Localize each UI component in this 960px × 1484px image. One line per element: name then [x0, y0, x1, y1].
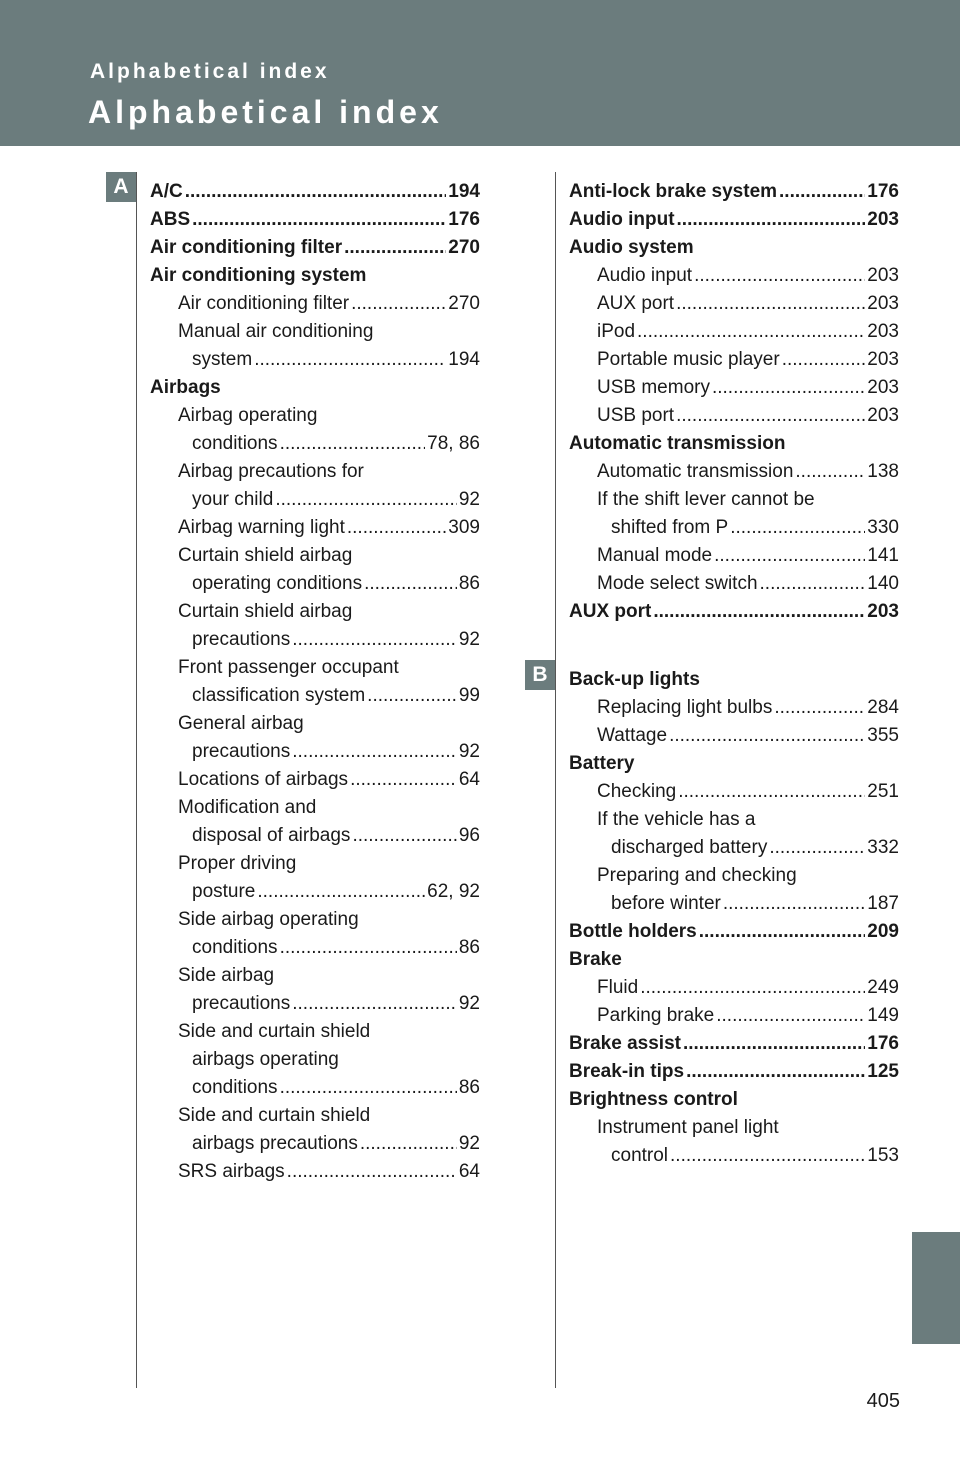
- index-entry: [569, 974, 899, 1002]
- index-entry-text: Modification and: [178, 797, 317, 818]
- index-entry: [569, 178, 899, 206]
- index-entry-text: AUX port: [569, 601, 652, 622]
- index-entry-text: ABS: [150, 209, 191, 230]
- index-entry-text: before winter: [611, 893, 721, 914]
- page-title: Alphabetical index: [88, 94, 443, 130]
- dot-leader: [254, 346, 446, 374]
- index-entry-text: precautions: [192, 993, 291, 1014]
- index-entry: [569, 1142, 899, 1170]
- index-entry-page: 176: [867, 1033, 899, 1054]
- index-entry-text: posture: [192, 881, 256, 902]
- dot-leader: [716, 1002, 865, 1030]
- index-entry-text: USB memory: [597, 377, 710, 398]
- dot-leader: [683, 1030, 865, 1058]
- dot-leader: [185, 178, 447, 206]
- column-divider: [555, 172, 556, 1388]
- index-entry: [150, 598, 480, 626]
- index-entry-text: Back-up lights: [569, 669, 700, 690]
- index-entry: [150, 318, 480, 346]
- index-entry-text: Airbag operating: [178, 405, 318, 426]
- index-entry-text: Air conditioning filter: [178, 293, 350, 314]
- dot-leader: [280, 934, 457, 962]
- index-entry: [569, 890, 899, 918]
- index-entry-text: Fluid: [597, 977, 639, 998]
- index-entry-text: Air conditioning system: [150, 265, 367, 286]
- dot-leader: [712, 374, 865, 402]
- index-entry-text: Audio input: [597, 265, 693, 286]
- dot-leader: [640, 974, 865, 1002]
- index-entry-text: SRS airbags: [178, 1161, 285, 1182]
- dot-leader: [677, 206, 866, 234]
- dot-leader: [292, 626, 457, 654]
- index-entry: [150, 850, 480, 878]
- dot-leader: [352, 822, 456, 850]
- index-entry-text: Parking brake: [597, 1005, 715, 1026]
- index-entry: [569, 1086, 899, 1114]
- index-entry: [569, 722, 899, 750]
- index-entry-page: 138: [867, 461, 899, 482]
- index-entry: [569, 694, 899, 722]
- index-entry-page: 86: [458, 573, 480, 594]
- index-entry-page: 99: [458, 685, 480, 706]
- index-entry-text: Air conditioning filter: [150, 237, 343, 258]
- index-entry-text: USB port: [597, 405, 675, 426]
- index-entry: [569, 234, 899, 262]
- index-entry: [150, 682, 480, 710]
- dot-leader: [678, 778, 865, 806]
- index-entry: [150, 1074, 480, 1102]
- index-entry-text: shifted from P: [611, 517, 729, 538]
- index-entry: [150, 738, 480, 766]
- dot-leader: [364, 570, 457, 598]
- index-entry: [150, 458, 480, 486]
- index-entry: [569, 778, 899, 806]
- page-number: 405: [866, 1390, 900, 1412]
- index-entry-text: discharged battery: [611, 837, 768, 858]
- index-entry: [569, 806, 899, 834]
- index-entry-text: Manual mode: [597, 545, 713, 566]
- index-column-left: [150, 178, 480, 1186]
- index-entry-page: 64: [458, 1161, 480, 1182]
- index-entry-page: 355: [867, 725, 899, 746]
- dot-leader: [774, 694, 865, 722]
- index-entry-page: 330: [867, 517, 899, 538]
- index-entry-text: Automatic transmission: [597, 461, 794, 482]
- dot-leader: [670, 1142, 865, 1170]
- index-entry-page: 203: [867, 209, 899, 230]
- index-entry: [150, 1046, 480, 1074]
- index-entry-text: control: [611, 1145, 669, 1166]
- index-entry: [150, 234, 480, 262]
- dot-leader: [344, 234, 446, 262]
- index-entry: [569, 262, 899, 290]
- index-entry-page: 92: [458, 741, 480, 762]
- index-entry-text: Audio input: [569, 209, 675, 230]
- index-entry: [569, 570, 899, 598]
- index-entry-page: 86: [458, 937, 480, 958]
- index-entry-page: 125: [867, 1061, 899, 1082]
- index-entry: [569, 542, 899, 570]
- index-entry: [150, 570, 480, 598]
- dot-leader: [350, 766, 457, 794]
- index-entry-page: 176: [867, 181, 899, 202]
- index-entry: [569, 834, 899, 862]
- index-entry: [150, 878, 480, 906]
- dot-leader: [760, 570, 866, 598]
- dot-leader: [694, 262, 865, 290]
- page-header: [0, 0, 960, 146]
- index-entry: [150, 542, 480, 570]
- index-entry-text: Side and curtain shield: [178, 1021, 371, 1042]
- index-entry-page: 176: [448, 209, 480, 230]
- dot-leader: [714, 542, 865, 570]
- dot-leader: [192, 206, 446, 234]
- dot-leader: [351, 290, 446, 318]
- dot-leader: [699, 918, 866, 946]
- index-entry: [569, 598, 899, 626]
- index-entry: [150, 1130, 480, 1158]
- index-entry-text: Preparing and checking: [597, 865, 797, 886]
- index-entry-page: 141: [867, 545, 899, 566]
- index-entry: [569, 430, 899, 458]
- index-entry-page: 140: [867, 573, 899, 594]
- dot-leader: [287, 1158, 457, 1186]
- index-entry-text: If the vehicle has a: [597, 809, 756, 830]
- index-entry-page: 92: [458, 1133, 480, 1154]
- dot-leader: [653, 598, 865, 626]
- index-entry-page: 92: [458, 489, 480, 510]
- index-entry: [569, 206, 899, 234]
- index-entry: [569, 918, 899, 946]
- index-entry-text: Curtain shield airbag: [178, 545, 353, 566]
- index-entry-page: 64: [458, 769, 480, 790]
- index-entry: [150, 654, 480, 682]
- index-entry: [150, 402, 480, 430]
- index-entry-text: conditions: [192, 433, 278, 454]
- dot-leader: [257, 878, 425, 906]
- index-entry-page: 78, 86: [427, 433, 480, 454]
- index-entry-page: 284: [867, 697, 899, 718]
- index-entry-text: Replacing light bulbs: [597, 697, 773, 718]
- index-entry-text: Brake: [569, 949, 622, 970]
- dot-leader: [769, 834, 865, 862]
- index-entry-page: 203: [867, 377, 899, 398]
- index-entry: [569, 946, 899, 974]
- dot-leader: [275, 486, 457, 514]
- index-entry-text: conditions: [192, 1077, 278, 1098]
- dot-leader: [280, 1074, 457, 1102]
- index-entry: [150, 626, 480, 654]
- index-column-right-b: [569, 666, 899, 1170]
- index-entry-text: Break-in tips: [569, 1061, 685, 1082]
- index-entry: [150, 178, 480, 206]
- index-entry-text: Checking: [597, 781, 677, 802]
- dot-leader: [367, 682, 457, 710]
- index-entry: [569, 402, 899, 430]
- index-entry: [150, 514, 480, 542]
- index-entry-text: Manual air conditioning: [178, 321, 374, 342]
- index-entry-text: Airbags: [150, 377, 221, 398]
- dot-leader: [676, 290, 865, 318]
- header-subtitle: Alphabetical index: [90, 60, 330, 83]
- index-entry-text: Automatic transmission: [569, 433, 786, 454]
- index-entry-text: Brake assist: [569, 1033, 681, 1054]
- index-entry-text: operating conditions: [192, 573, 363, 594]
- index-entry-page: 203: [867, 265, 899, 286]
- index-entry: [569, 486, 899, 514]
- index-entry-text: Airbag warning light: [178, 517, 345, 538]
- index-entry: [150, 1018, 480, 1046]
- index-entry: [150, 262, 480, 290]
- index-entry-text: your child: [192, 489, 274, 510]
- index-entry-page: 194: [448, 181, 480, 202]
- index-entry-text: Brightness control: [569, 1089, 738, 1110]
- index-entry-page: 149: [867, 1005, 899, 1026]
- index-entry-page: 332: [867, 837, 899, 858]
- index-entry-text: conditions: [192, 937, 278, 958]
- index-entry-text: Side airbag operating: [178, 909, 359, 930]
- column-divider: [136, 172, 137, 1388]
- dot-leader: [280, 430, 426, 458]
- index-entry: [569, 862, 899, 890]
- index-entry-page: 203: [867, 293, 899, 314]
- dot-leader: [347, 514, 446, 542]
- section-letter-a: A: [106, 172, 136, 202]
- index-entry-page: 249: [867, 977, 899, 998]
- index-entry-page: 194: [448, 349, 480, 370]
- index-entry: [569, 346, 899, 374]
- index-entry: [569, 1058, 899, 1086]
- index-entry-text: Front passenger occupant: [178, 657, 399, 678]
- index-entry-text: precautions: [192, 629, 291, 650]
- dot-leader: [779, 178, 865, 206]
- dot-leader: [637, 318, 865, 346]
- index-entry-page: 203: [867, 405, 899, 426]
- index-entry: [150, 822, 480, 850]
- index-entry: [569, 1114, 899, 1142]
- index-entry-text: precautions: [192, 741, 291, 762]
- index-entry-page: 92: [458, 629, 480, 650]
- dot-leader: [360, 1130, 457, 1158]
- index-entry: [150, 990, 480, 1018]
- dot-leader: [676, 402, 865, 430]
- dot-leader: [292, 738, 457, 766]
- index-entry-page: 153: [867, 1145, 899, 1166]
- index-entry: [569, 514, 899, 542]
- dot-leader: [723, 890, 865, 918]
- index-entry-text: Anti-lock brake system: [569, 181, 778, 202]
- index-entry: [150, 710, 480, 738]
- index-entry-text: General airbag: [178, 713, 304, 734]
- index-entry: [569, 1002, 899, 1030]
- dot-leader: [686, 1058, 865, 1086]
- index-entry-page: 270: [448, 237, 480, 258]
- section-thumb-tab: [912, 1232, 960, 1344]
- dot-leader: [292, 990, 457, 1018]
- index-entry: [150, 290, 480, 318]
- index-entry: [150, 374, 480, 402]
- index-entry-text: Side airbag: [178, 965, 275, 986]
- index-entry-text: airbags precautions: [192, 1133, 358, 1154]
- index-entry-page: 209: [867, 921, 899, 942]
- index-entry-text: airbags operating: [192, 1049, 339, 1070]
- index-entry: [150, 1102, 480, 1130]
- index-entry-text: Instrument panel light: [597, 1117, 779, 1138]
- index-entry-text: Wattage: [597, 725, 668, 746]
- index-entry-page: 92: [458, 993, 480, 1014]
- index-column-right-a: [569, 178, 899, 626]
- index-entry-text: system: [192, 349, 253, 370]
- index-entry-page: 96: [458, 825, 480, 846]
- index-entry-text: Proper driving: [178, 853, 297, 874]
- section-letter-b: B: [525, 660, 555, 690]
- index-entry: [150, 906, 480, 934]
- index-entry: [569, 666, 899, 694]
- dot-leader: [795, 458, 865, 486]
- index-entry-text: Airbag precautions for: [178, 461, 364, 482]
- index-entry: [150, 1158, 480, 1186]
- index-entry-text: Audio system: [569, 237, 694, 258]
- index-entry: [150, 766, 480, 794]
- index-entry-text: classification system: [192, 685, 366, 706]
- index-entry-page: 62, 92: [427, 881, 480, 902]
- index-entry-text: Curtain shield airbag: [178, 601, 353, 622]
- index-entry-text: Portable music player: [597, 349, 780, 370]
- index-entry-page: 203: [867, 321, 899, 342]
- index-entry-page: 251: [867, 781, 899, 802]
- index-entry: [150, 346, 480, 374]
- index-entry: [150, 486, 480, 514]
- index-entry-text: Mode select switch: [597, 573, 758, 594]
- index-entry-text: disposal of airbags: [192, 825, 351, 846]
- index-entry: [569, 750, 899, 778]
- index-entry: [150, 962, 480, 990]
- index-entry-text: Locations of airbags: [178, 769, 349, 790]
- index-entry-text: Bottle holders: [569, 921, 697, 942]
- index-entry: [569, 374, 899, 402]
- index-entry: [569, 290, 899, 318]
- index-entry-page: 187: [867, 893, 899, 914]
- index-entry: [150, 934, 480, 962]
- index-entry: [150, 430, 480, 458]
- index-entry-text: AUX port: [597, 293, 675, 314]
- index-entry-page: 86: [458, 1077, 480, 1098]
- dot-leader: [730, 514, 865, 542]
- index-entry-text: Battery: [569, 753, 635, 774]
- index-entry: [150, 206, 480, 234]
- index-entry-text: iPod: [597, 321, 636, 342]
- index-entry-text: A/C: [150, 181, 183, 202]
- index-entry: [569, 1030, 899, 1058]
- index-entry-text: Side and curtain shield: [178, 1105, 371, 1126]
- index-entry-page: 203: [867, 601, 899, 622]
- index-entry-text: If the shift lever cannot be: [597, 489, 815, 510]
- index-entry-page: 309: [448, 517, 480, 538]
- index-entry: [569, 318, 899, 346]
- index-entry-page: 203: [867, 349, 899, 370]
- dot-leader: [782, 346, 866, 374]
- dot-leader: [669, 722, 865, 750]
- index-entry: [150, 794, 480, 822]
- index-entry-page: 270: [448, 293, 480, 314]
- index-entry: [569, 458, 899, 486]
